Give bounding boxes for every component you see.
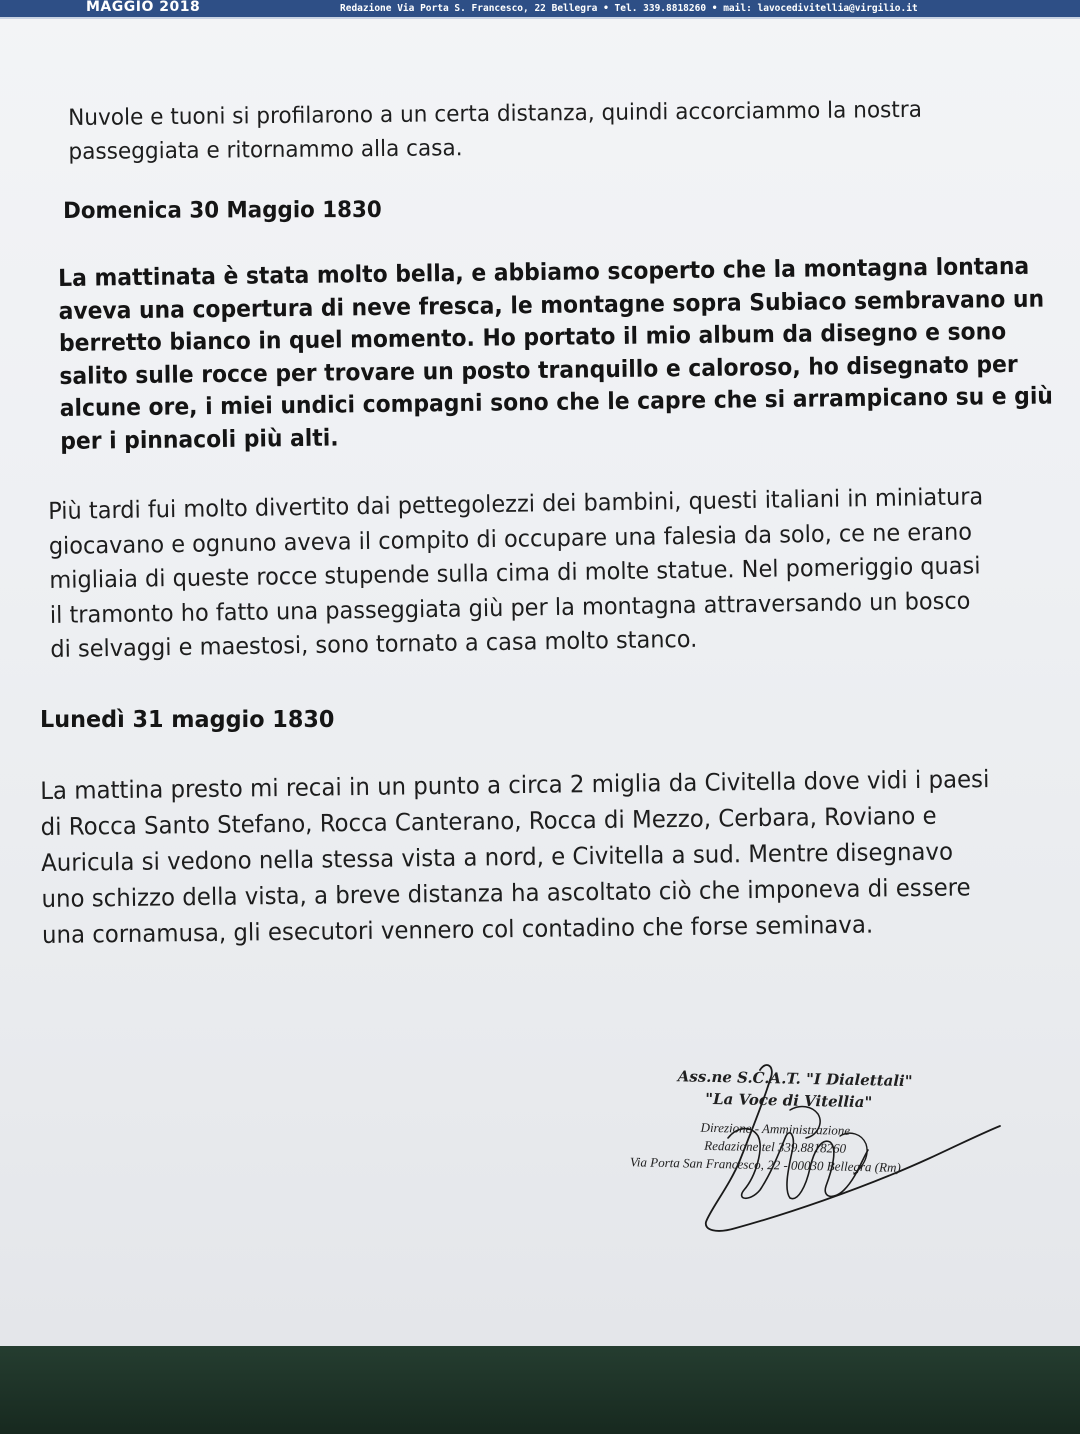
- issue-date: MAGGIO 2018: [86, 0, 201, 15]
- text-line: Nuvole e tuoni si profilarono a un certa distanza, quindi accorciammo la nostra: [68, 96, 923, 131]
- stamp-phone: Redazione tel 339.8818260: [704, 1137, 847, 1156]
- entry-heading-sunday: Domenica 30 Maggio 1830: [63, 196, 382, 224]
- stamp-address: Via Porta San Francesco, 22 - 00030 Bellegra (Rm): [629, 1154, 901, 1175]
- text-line: di selvaggi e maestosi, sono tornato a casa molto stanco.: [50, 624, 698, 663]
- monday-paragraph: [40, 761, 991, 953]
- entry-heading-monday: Lunedì 31 maggio 1830: [40, 707, 335, 733]
- text-line: passeggiata e ritornammo alla casa.: [68, 135, 463, 165]
- header-divider: [0, 17, 1080, 19]
- text-line: berretto bianco in quel momento. Ho portato il mio album da disegno e sono: [58, 317, 1007, 357]
- text-line: migliaia di queste rocce stupende sulla cima di molte statue. Nel pomeriggio quasi: [49, 551, 981, 594]
- sunday-paragraph: [48, 479, 986, 666]
- handwritten-signature: [640, 1040, 1020, 1240]
- text-line: Più tardi fui molto divertito dai pettegolezzi dei bambini, questi italiani in miniatura: [48, 482, 984, 525]
- text-line: giocavano e ognuno aveva il compito di occupare una falesia da solo, ce ne erano: [48, 516, 973, 560]
- text-line: il tramonto ho fatto una passeggiata giù per la montagna attraversando un bosco: [49, 586, 971, 629]
- text-line: uno schizzo della vista, a breve distanza ha ascoltato ciò che imponeva di essere: [41, 873, 971, 913]
- text-line: aveva una copertura di neve fresca, le montagne sopra Subiaco sembravano un: [58, 284, 1045, 325]
- text-line: salito sulle rocce per trovare un posto tranquillo e caloroso, ho disegnato per: [59, 349, 1018, 390]
- text-line: alcune ore, i miei undici compagni sono che le capre che si arrampicano su e giù: [59, 381, 1054, 422]
- text-line: La mattinata è stata molto bella, e abbiamo scoperto che la montagna lontana: [58, 251, 1030, 292]
- background-surface: [0, 1346, 1080, 1434]
- editorial-contact: Redazione Via Porta S. Francesco, 22 Bellegra • Tel. 339.8818260 • mail: lavocedivitellia@virgilio.it: [340, 3, 918, 14]
- stamp-publication-name: "La Voce di Vitellia": [705, 1089, 873, 1112]
- text-line: per i pinnacoli più alti.: [60, 422, 339, 455]
- intro-paragraph: [68, 93, 922, 169]
- text-line: una cornamusa, gli esecutori vennero col contadino che forse seminava.: [41, 910, 874, 949]
- stamp-association-name: Ass.ne S.C.A.T. "I Dialettali": [677, 1067, 913, 1091]
- sunday-bold-paragraph: [58, 250, 1054, 457]
- newsletter-header: [0, 0, 1080, 17]
- text-line: La mattina presto mi recai in un punto a circa 2 miglia da Civitella dove vidi i paesi: [40, 765, 990, 805]
- text-line: Auricula si vedono nella stessa vista a nord, e Civitella a sud. Mentre disegnavo: [40, 837, 954, 877]
- text-line: di Rocca Santo Stefano, Rocca Canterano, Rocca di Mezzo, Cerbara, Roviano e: [40, 801, 937, 841]
- stamp-direction: Direzione - Amministrazione: [700, 1119, 851, 1138]
